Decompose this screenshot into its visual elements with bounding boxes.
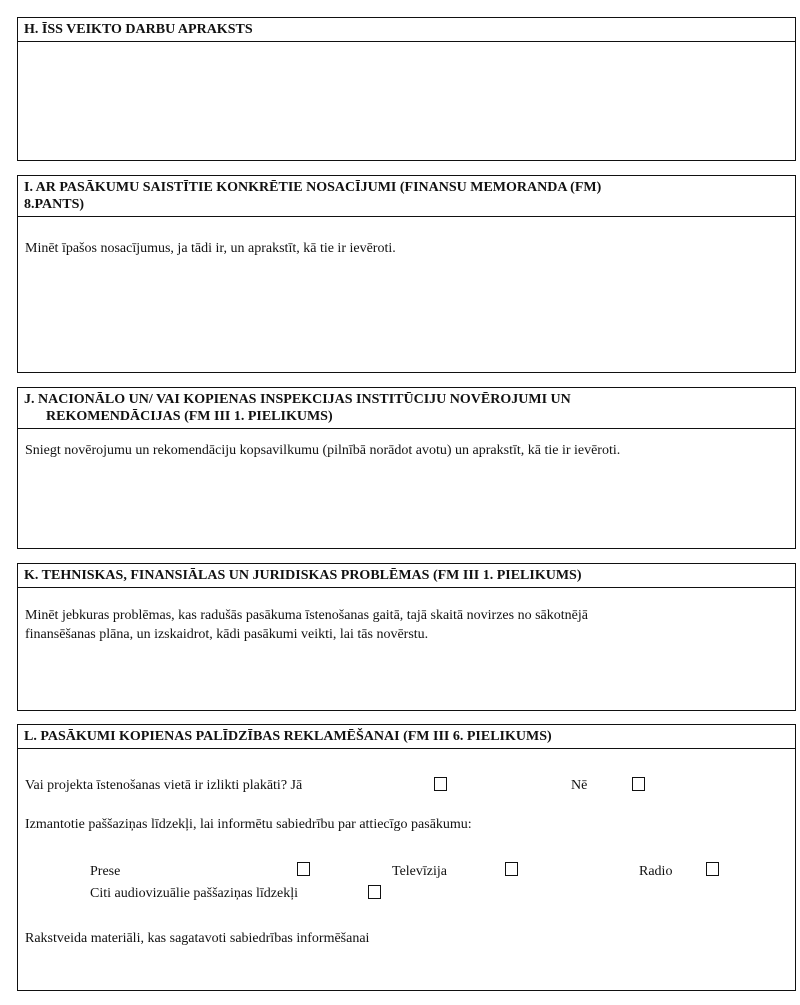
section-j-field[interactable] [18,429,795,555]
section-k [17,563,796,711]
section-j-instruction: Sniegt novērojumu un rekomendāciju kopsavilkumu (pilnībā norādot avotu) un aprakstīt, kā tie ir ievēroti. [25,443,621,458]
section-h-field[interactable] [18,42,795,160]
section-l [17,724,796,991]
section-l-title: L. PASĀKUMI KOPIENAS PALĪDZĪBAS REKLAMĒŠANAI (FM III 6. PIELIKUMS) [18,725,795,749]
posters-no-checkbox[interactable] [632,777,645,791]
tv-label: Televīzija [392,864,447,879]
written-materials-label: Rakstveida materiāli, kas sagatavoti sabiedrības informēšanai [25,931,370,946]
section-i-title [18,176,795,217]
title-line-1: I. AR PASĀKUMU SAISTĪTIE KONKRĒTIE NOSACĪJUMI (FINANSU MEMORANDA (FM) [24,180,602,195]
radio-label: Radio [639,864,673,879]
title-line-2: REKOMENDĀCIJAS (FM III 1. PIELIKUMS) [46,409,333,424]
section-j [17,387,796,549]
media-question: Izmantotie paššaziņas līdzekļi, lai informētu sabiedrību par attiecīgo pasākumu: [25,817,472,832]
section-i [17,175,796,373]
press-checkbox[interactable] [297,862,310,876]
section-h-title: H. ĪSS VEIKTO DARBU APRAKSTS [18,18,795,42]
posters-question: Vai projekta īstenošanas vietā ir izlikti plakāti? Jā [25,778,303,793]
section-i-field[interactable] [18,217,795,389]
instruction-line-1: Minēt jebkuras problēmas, kas radušās pasākuma īstenošanas gaitā, tajā skaitā novirzes no sākotnējā [25,608,588,623]
radio-checkbox[interactable] [706,862,719,876]
no-label: Nē [571,778,588,793]
title-line-1: J. NACIONĀLO UN/ VAI KOPIENAS INSPEKCIJAS INSTITŪCIJU NOVĒROJUMI UN [24,392,571,407]
posters-yes-checkbox[interactable] [434,777,447,791]
section-k-title: K. TEHNISKAS, FINANSIĀLAS UN JURIDISKAS PROBLĒMAS (FM III 1. PIELIKUMS) [18,564,795,588]
title-line-2: 8.PANTS) [24,197,85,212]
section-j-title [18,388,795,429]
section-l-body [18,749,795,989]
section-k-field[interactable] [18,588,795,728]
tv-checkbox[interactable] [505,862,518,876]
instruction-line-2: finansēšanas plāna, un izskaidrot, kādi pasākumi veikti, lai tās novērstu. [25,627,429,642]
other-av-label: Citi audiovizuālie paššaziņas līdzekļi [90,886,298,901]
section-i-instruction: Minēt īpašos nosacījumus, ja tādi ir, un aprakstīt, kā tie ir ievēroti. [25,241,396,256]
press-label: Prese [90,864,121,879]
other-av-checkbox[interactable] [368,885,381,899]
section-h [17,17,796,161]
